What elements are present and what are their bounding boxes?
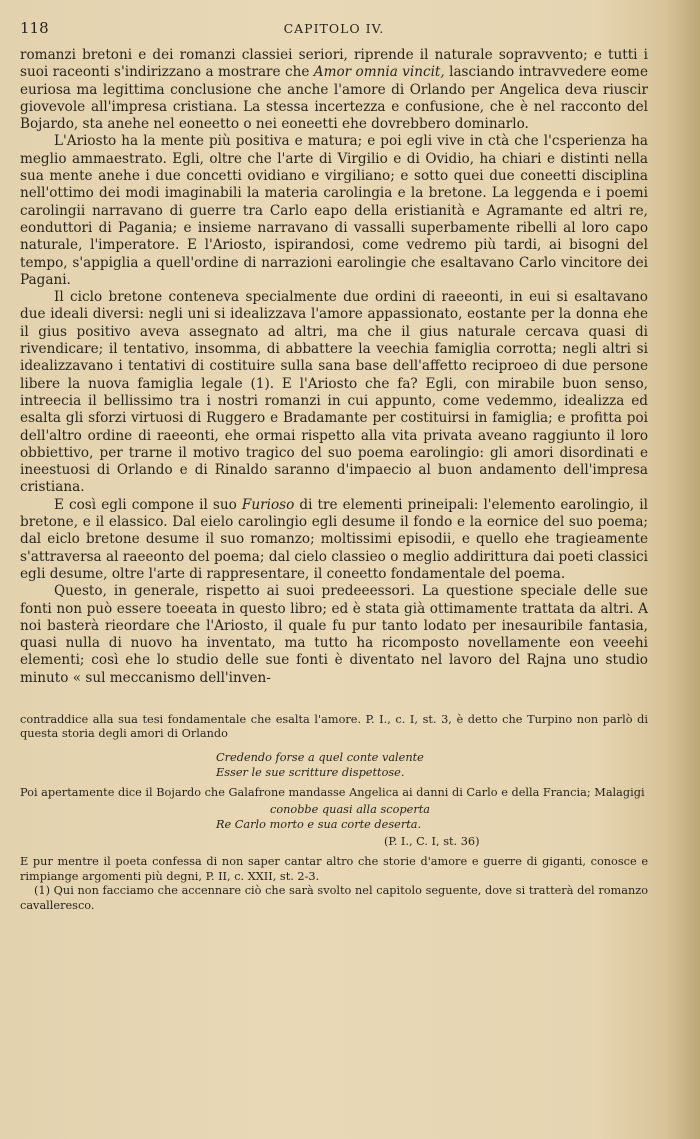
footnote-1: (1) Qui non facciamo che accennare ciò che sarà svolto nel capitolo seguente, dove si tratterà del romanzo cavalleresco. xyxy=(20,884,648,912)
running-head xyxy=(20,19,648,39)
verse-quote-1 xyxy=(20,750,648,780)
verse-citation: (P. I., C. I, st. 36) xyxy=(384,835,480,849)
footnote-continuation: contraddice alla sua tesi fondamentale che esalta l'amore. P. I., c. I, st. 3, è detto che Turpino non parlò di questa storia degli amori di Orlando xyxy=(20,712,648,741)
paragraph-2: L'Ariosto ha la mente più positiva e matura; e poi egli vive in ctà che l'csperienza ha meglio ammaestrato. Egli, oltre che l'arte di Virgilio e di Ovidio, ha chiari e distinti nella sua mente anehe i due concetti ovidiano e virgiliano; e sotto quei due coneetti disciplina nell'ottimo dei modi imaginabili la materia carolingia e la bretone. La leggenda e i poemi carolingii narravano di guerre tra Carlo eapo della eristianità e Agramante ed altri re, eonduttori di Pagania; e insieme narravano di vassalli superbamente ribelli al loro capo naturale, l'imperatore. E l'Ariosto, ispirandosi, come vedremo più tardi, ai bisogni del tempo, s'appiglia a quell'ordine di narrazioni earolingie che esaltavano Carlo vincitore dei Pagani. xyxy=(20,133,648,288)
footnote-continuation: Poi apertamente dice il Bojardo che Galafrone mandasse Angelica ai danni di Carlo e della Francia; Malagigi xyxy=(20,785,645,799)
footnotes xyxy=(20,713,648,914)
verse-line: conobbe quasi alla scoperta xyxy=(270,803,430,817)
verse-line: Esser le sue scritture dispettose. xyxy=(216,765,405,779)
footnote-continuation: E pur mentre il poeta confessa di non saper cantar altro che storie d'amore e guerre di giganti, conosce e rimpiange argomenti più degni, P. II, c. XXII, st. 2-3. xyxy=(20,855,648,883)
verse-line: Credendo forse a quel conte valente xyxy=(216,750,424,764)
paragraph-4: E così egli compone il suo Furioso di tre elementi prineipali: l'elemento earolingio, il bretone, e il elassico. Dal eielo carolingio egli desume il fondo e la eornice del suo poema; dal eiclo bretone desume il suo romanzo; moltissimi episodii, e quello ehe tragieamente s'attraversa al raeeonto del poema; dal cielo classieo o meglio addirittura dai poeti classici egli desume, oltre l'arte di rappresentare, il coneetto fondamentale del poema. xyxy=(20,496,648,582)
paragraph-1: romanzi bretoni e dei romanzi classiei seriori, riprende il naturale sopravvento; e tutti i suoi raceonti s'indirizzano a mostrare che Amor omnia vincit, lasciando intravvedere eome euriosa ma legittima conclusione che anche l'amore di Orlando per Angelica deva riuscir giovevole all'impresa cristiana. La stessa incertezza e confusione, che è nel racconto del Bojardo, sta anehe nel eoneetto o nei eoneetti ehe dovrebbero dominarlo. xyxy=(20,47,648,133)
latin-phrase: Amor omnia vincit, xyxy=(313,64,445,81)
paragraph-3: Il ciclo bretone conteneva specialmente due ordini di raeeonti, in eui si esaltavano due ideali diversi: negli uni si idealizzava l'amore appassionato, eostante per la donna ehe il gius positivo aveva assegnato ad altri, ma che il gius naturale cercava quasi di rivendicare; il tentativo, insomma, di abbattere la veechia famiglia corrotta; negli altri si idealizzavano i tentativi di costituire sulla sana base dell'affetto reciproeo di due persone libere la nuova famiglia legale (1). E l'Ariosto che fa? Egli, con mirabile buon senso, intreecia il bellissimo tra i nostri romanzi in cui appunto, come vedemmo, idealizza ed esalta gli sforzi virtuosi di Ruggero e Bradamante per costituirsi in famiglia; e profitta poi dell'altro ordine di raeeonti, ehe ormai rispetto alla vita privata aveano raggiunto il loro obbiettivo, per trarne il motivo tragico del suo poema earolingio: gli amori disordinati e ineestuosi di Orlando e di Rinaldo saranno d'impaecio al buon andamento dell'impresa cristiana. xyxy=(20,289,648,496)
page-number: 118 xyxy=(20,19,49,37)
verse-quote-2 xyxy=(20,802,648,849)
work-title: Furioso xyxy=(241,496,295,513)
verse-line: Re Carlo morto e sua corte deserta. xyxy=(216,818,422,832)
book-page xyxy=(20,0,648,913)
chapter-title: CAPITOLO IV. xyxy=(283,21,385,36)
paragraph-5: Questo, in generale, rispetto ai suoi predeeessori. La questione speciale delle sue fonti non può essere toeeata in questo libro; ed è stata già ottimamente trattata da altri. A noi basterà rieordare che l'Ariosto, il quale fu pur tanto lodato per inesauribile fantasia, quasi nulla di nuovo ha inventato, ma tutto ha ricomposto novellamente eon veeehi elementi; così ehe lo studio delle sue fonti è diventato nel lavoro del Rajna uno studio minuto « sul meccanismo dell'inven- xyxy=(20,583,648,686)
body-text xyxy=(20,47,648,687)
